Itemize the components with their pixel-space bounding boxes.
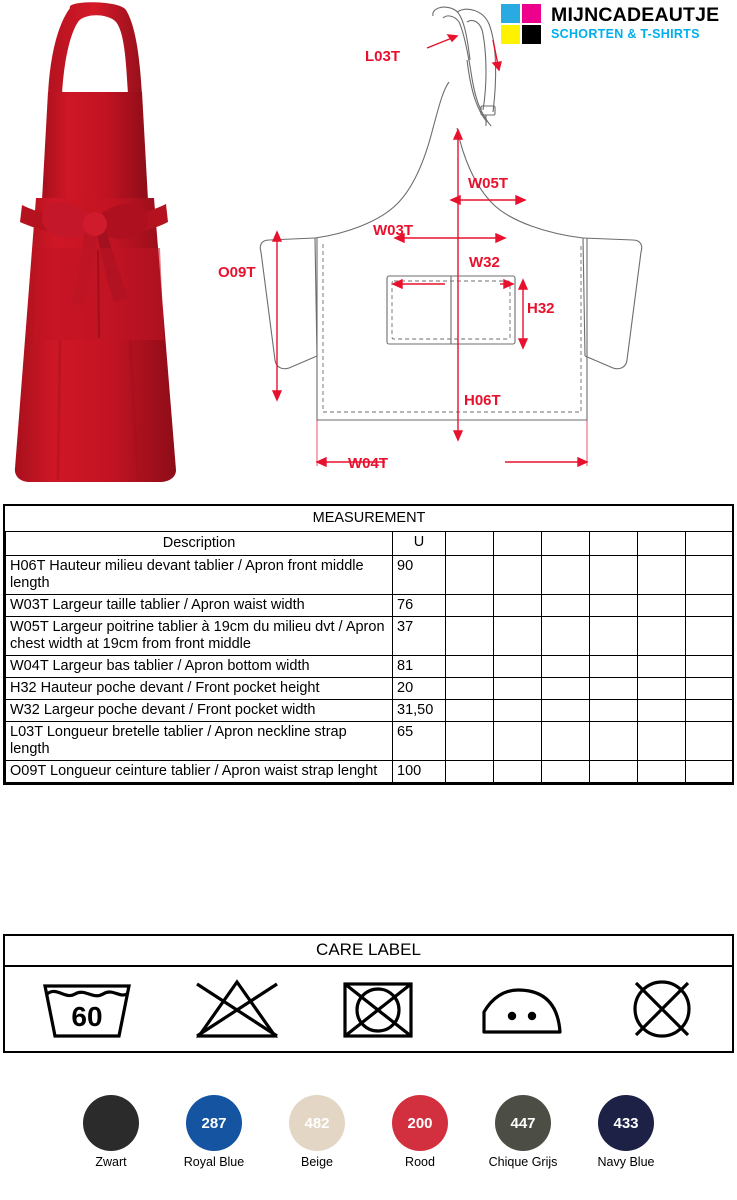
measurement-table-block	[3, 504, 734, 785]
color-name: Zwart	[95, 1155, 127, 1169]
row-blank-5	[638, 761, 686, 783]
wash-temperature-label: 60	[71, 1001, 103, 1032]
care-label-title: CARE LABEL	[5, 936, 732, 967]
color-option-navy-blue[interactable]	[586, 1095, 666, 1169]
row-blank-1	[446, 656, 494, 678]
color-swatch[interactable]: 433	[598, 1095, 654, 1151]
row-u-value: 37	[393, 617, 446, 656]
measurement-title: MEASUREMENT	[6, 506, 733, 532]
row-blank-1	[446, 722, 494, 761]
table-row	[6, 700, 733, 722]
color-swatch[interactable]	[83, 1095, 139, 1151]
row-blank-4	[590, 617, 638, 656]
row-blank-3	[542, 656, 590, 678]
row-blank-6	[686, 761, 733, 783]
care-icon-row	[5, 967, 732, 1051]
dim-label-h32: H32	[527, 300, 555, 317]
color-swatch[interactable]: 200	[392, 1095, 448, 1151]
color-option-royal-blue[interactable]	[174, 1095, 254, 1169]
row-blank-5	[638, 722, 686, 761]
row-blank-6	[686, 700, 733, 722]
color-swatch[interactable]: 287	[186, 1095, 242, 1151]
color-name: Navy Blue	[597, 1155, 655, 1169]
row-blank-3	[542, 556, 590, 595]
row-description: W32 Largeur poche devant / Front pocket width	[6, 700, 393, 722]
row-blank-2	[494, 722, 542, 761]
row-blank-5	[638, 595, 686, 617]
row-blank-1	[446, 556, 494, 595]
logo-subtitle: SCHORTEN & T-SHIRTS	[551, 27, 700, 41]
dim-label-w32: W32	[469, 254, 500, 271]
apron-product-photo	[0, 0, 210, 500]
wash-60-icon	[39, 976, 135, 1042]
row-blank-1	[446, 617, 494, 656]
table-row	[6, 761, 733, 783]
dim-label-w03t: W03T	[373, 222, 414, 239]
row-u-value: 31,50	[393, 700, 446, 722]
row-blank-2	[494, 556, 542, 595]
row-u-value: 81	[393, 656, 446, 678]
color-swatch-row	[0, 1095, 737, 1169]
column-header-description: Description	[6, 532, 393, 556]
color-name: Chique Grijs	[488, 1155, 558, 1169]
row-blank-3	[542, 700, 590, 722]
row-u-value: 65	[393, 722, 446, 761]
color-option-chique-grijs[interactable]	[483, 1095, 563, 1169]
do-not-bleach-icon	[191, 976, 283, 1042]
row-blank-5	[638, 656, 686, 678]
table-row	[6, 656, 733, 678]
column-header-blank-2	[494, 532, 542, 556]
row-blank-3	[542, 722, 590, 761]
row-blank-6	[686, 595, 733, 617]
row-description: L03T Longueur bretelle tablier / Apron neckline strap length	[6, 722, 393, 761]
row-blank-4	[590, 656, 638, 678]
row-blank-2	[494, 617, 542, 656]
row-blank-6	[686, 722, 733, 761]
row-blank-3	[542, 595, 590, 617]
row-blank-4	[590, 700, 638, 722]
color-option-rood[interactable]	[380, 1095, 460, 1169]
row-blank-5	[638, 617, 686, 656]
do-not-tumble-dry-icon	[339, 976, 417, 1042]
column-header-u: U	[393, 532, 446, 556]
color-swatch[interactable]: 447	[495, 1095, 551, 1151]
row-blank-6	[686, 556, 733, 595]
row-blank-6	[686, 678, 733, 700]
row-description: H06T Hauteur milieu devant tablier / Apron front middle length	[6, 556, 393, 595]
row-blank-4	[590, 761, 638, 783]
care-label-block	[3, 934, 734, 1053]
row-blank-2	[494, 678, 542, 700]
measurement-table	[5, 506, 733, 783]
row-blank-2	[494, 595, 542, 617]
color-option-beige[interactable]	[277, 1095, 357, 1169]
row-blank-1	[446, 761, 494, 783]
table-row	[6, 678, 733, 700]
do-not-dry-clean-icon	[626, 976, 698, 1042]
dim-label-l03t: L03T	[365, 48, 401, 65]
row-blank-2	[494, 656, 542, 678]
color-option-zwart[interactable]	[71, 1095, 151, 1169]
column-header-blank-1	[446, 532, 494, 556]
row-description: W05T Largeur poitrine tablier à 19cm du milieu dvt / Apron chest width at 19cm from front middle	[6, 617, 393, 656]
dim-label-w04t: W04T	[348, 455, 389, 472]
color-name: Royal Blue	[183, 1155, 245, 1169]
row-u-value: 76	[393, 595, 446, 617]
row-u-value: 20	[393, 678, 446, 700]
row-blank-5	[638, 678, 686, 700]
row-blank-4	[590, 595, 638, 617]
column-header-blank-6	[686, 532, 733, 556]
logo-title: MIJNCADEAUTJE	[551, 4, 720, 26]
color-name: Rood	[405, 1155, 435, 1169]
measurement-title-row	[6, 506, 733, 532]
row-description: O09T Longueur ceinture tablier / Apron waist strap lenght	[6, 761, 393, 783]
measurement-header-row	[6, 532, 733, 556]
column-header-blank-4	[590, 532, 638, 556]
row-blank-3	[542, 678, 590, 700]
dim-label-o09t: O09T	[218, 264, 256, 281]
table-row	[6, 595, 733, 617]
dim-label-w05t: W05T	[468, 175, 509, 192]
table-row	[6, 617, 733, 656]
color-swatch[interactable]: 482	[289, 1095, 345, 1151]
row-blank-6	[686, 656, 733, 678]
row-blank-6	[686, 617, 733, 656]
product-illustration-area	[0, 0, 737, 500]
row-blank-5	[638, 700, 686, 722]
row-blank-1	[446, 678, 494, 700]
column-header-blank-3	[542, 532, 590, 556]
row-blank-2	[494, 700, 542, 722]
color-name: Beige	[301, 1155, 333, 1169]
row-blank-3	[542, 761, 590, 783]
row-blank-3	[542, 617, 590, 656]
row-description: W03T Largeur taille tablier / Apron waist width	[6, 595, 393, 617]
row-blank-1	[446, 595, 494, 617]
table-row	[6, 556, 733, 595]
row-blank-4	[590, 678, 638, 700]
row-blank-2	[494, 761, 542, 783]
row-blank-5	[638, 556, 686, 595]
row-u-value: 90	[393, 556, 446, 595]
row-description: H32 Hauteur poche devant / Front pocket height	[6, 678, 393, 700]
row-u-value: 100	[393, 761, 446, 783]
apron-technical-drawing	[205, 0, 737, 500]
row-blank-1	[446, 700, 494, 722]
iron-two-dots-icon	[474, 976, 570, 1042]
column-header-blank-5	[638, 532, 686, 556]
row-description: W04T Largeur bas tablier / Apron bottom width	[6, 656, 393, 678]
row-blank-4	[590, 722, 638, 761]
row-blank-4	[590, 556, 638, 595]
dim-label-h06t: H06T	[464, 392, 501, 409]
table-row	[6, 722, 733, 761]
